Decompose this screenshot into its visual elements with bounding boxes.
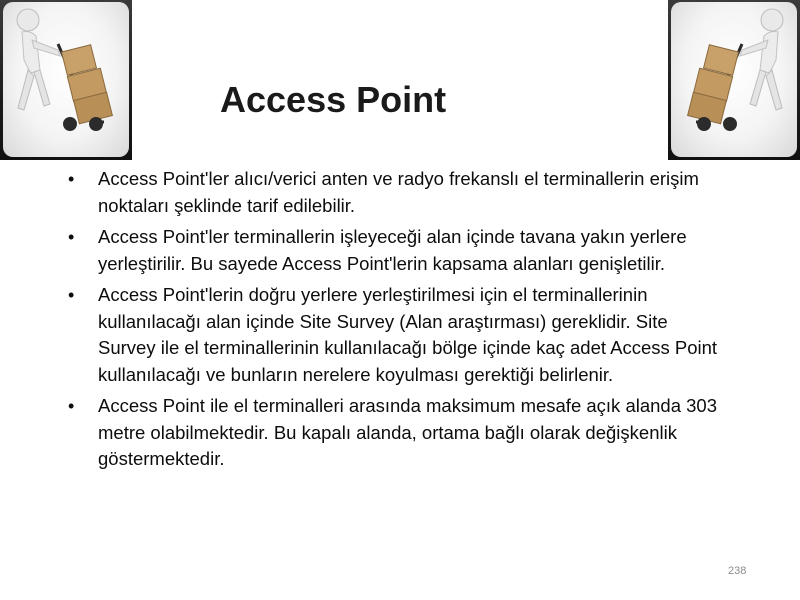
bullet-text: Access Point'ler alıcı/verici anten ve radyo frekanslı el terminallerin erişim noktaları şeklinde tarif edilebilir. xyxy=(98,168,699,216)
bullet-text: Access Point'lerin doğru yerlere yerleştirilmesi için el terminallerinin kullanılacağı alan içinde Site Survey (Alan araştırması) gereklidir. Site Survey ile el terminallerinin kullanılacağı bölge içinde kaç adet Access Point kullanılacağı ve bunların nerelere koyulması gerektiği belirlenir. xyxy=(98,284,718,385)
hand-truck-figure-icon xyxy=(0,0,132,160)
bullet-marker: • xyxy=(68,396,75,416)
bullet-item xyxy=(68,282,728,388)
bullet-item xyxy=(68,224,728,277)
bullet-item xyxy=(68,393,728,473)
bullet-item xyxy=(68,166,728,219)
slide-title: Access Point xyxy=(220,79,447,120)
bullet-list xyxy=(68,166,728,478)
bullet-text: Access Point ile el terminalleri arasında maksimum mesafe açık alanda 303 metre olabilmektedir. Bu kapalı alanda, ortama bağlı olarak değişkenlik göstermektedir. xyxy=(98,395,718,469)
delivery-figure-image-left xyxy=(0,0,132,160)
hand-truck-figure-icon xyxy=(668,0,800,160)
slide-page-number: 238 xyxy=(728,565,747,577)
bullet-marker: • xyxy=(68,169,75,189)
bullet-text: Access Point'ler terminallerin işleyeceği alan içinde tavana yakın yerlere yerleştirilir. Bu sayede Access Point'lerin kapsama alanları genişletilir. xyxy=(98,226,687,274)
delivery-figure-image-right xyxy=(668,0,800,160)
bullet-marker: • xyxy=(68,227,75,247)
bullet-marker: • xyxy=(68,285,75,305)
